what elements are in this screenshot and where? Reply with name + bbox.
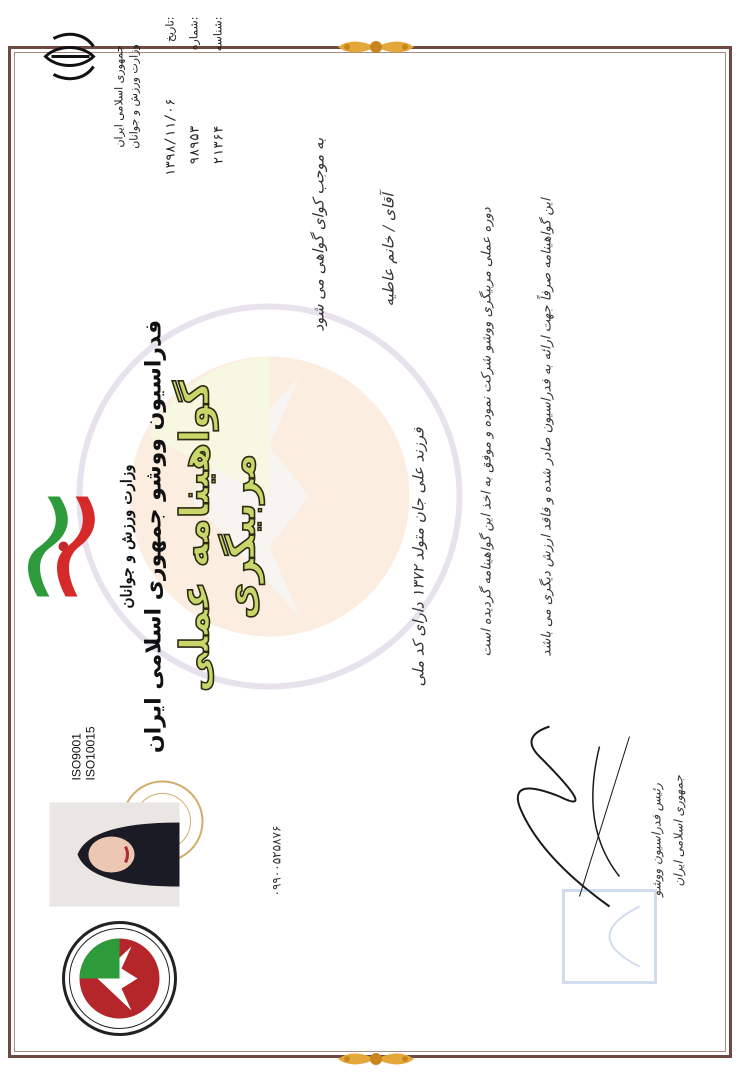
blue-stamp-icon [560, 887, 660, 987]
federation-name: فدراسیون ووشو جمهوری اسلامی ایران [141, 319, 167, 754]
certificate-header [118, 297, 265, 777]
id-label: شناسه: [211, 16, 225, 52]
certificate-content [0, 1, 753, 1077]
iran-emblem-icon [40, 27, 100, 87]
body-line3: فرزند علی جان متولد ۱۳۷۲ دارای کد ملی [409, 427, 428, 687]
ministry-small-line2: وزارت ورزش و جوانان [127, 44, 141, 149]
body-line2: آقای / خانم عاطیه [379, 193, 398, 307]
body-line4: دوره عملی مربیگری ووشو شرکت نموده و موفق به اخذ این گواهینامه گردیده است [479, 207, 495, 657]
date-value: ۱۳۹۸/۱۱/۰۶ [163, 98, 179, 177]
number-value: ۹۸۹۵۳ [187, 125, 203, 165]
certificate-title: گواهینامه عملی مربیگری [172, 380, 265, 693]
iso-labels [69, 726, 98, 781]
date-label: تاریخ: [163, 16, 177, 43]
ministry-name: وزارت ورزش و جوانان [117, 464, 136, 609]
iso-9001: ISO9001 [69, 733, 84, 781]
signature-line2: جمهوری اسلامی ایران [671, 775, 686, 887]
federation-logo-icon [60, 919, 180, 1039]
number-label: شماره: [187, 16, 201, 51]
iso-10015: ISO10015 [83, 726, 98, 781]
body-line5: این گواهینامه صرفاً جهت ارائه به فدراسیون صادر شده و فاقد ارزش دیگری می باشد [539, 198, 555, 657]
holder-photo [50, 803, 180, 907]
ministry-small-line1: جمهوری اسلامی ایران [112, 45, 126, 148]
body-line1: به موجب کوای گواهی می شود [309, 137, 328, 332]
iran-flag-icon [18, 492, 96, 602]
signature-line1: رئیس فدراسیون ووشو [649, 783, 664, 897]
national-id: ۰۹۹۰۰۵۲۵۸۷۶ [269, 825, 284, 897]
id-value: ۲۱۳۶۴ [211, 125, 227, 165]
ministry-small [112, 27, 142, 167]
